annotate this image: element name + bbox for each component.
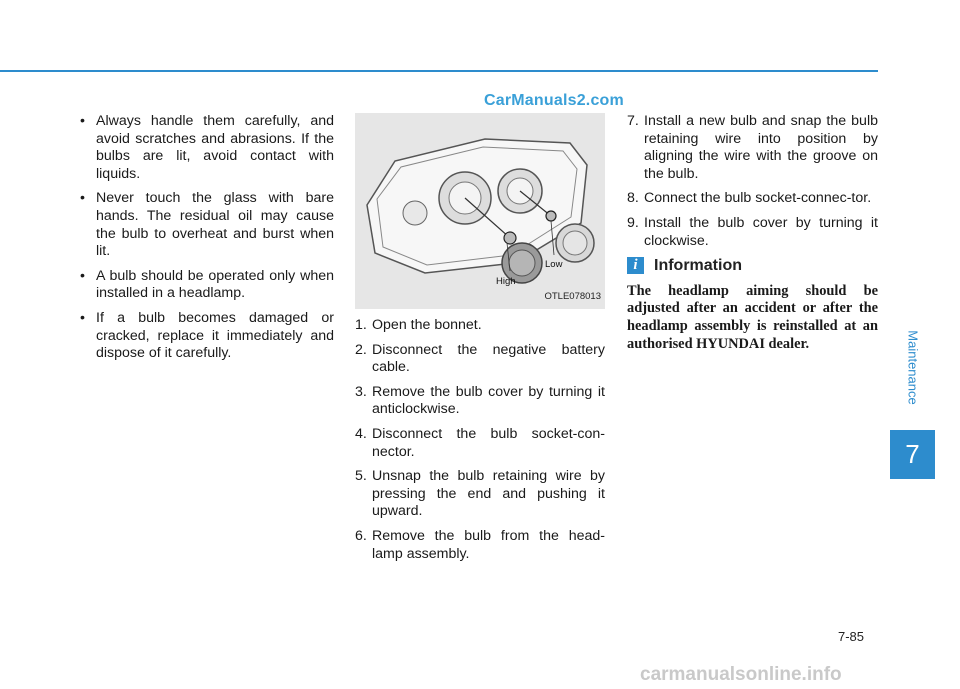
section-label: Maintenance [905, 330, 921, 405]
steps-list-a [355, 317, 605, 563]
low-beam-label: Low [545, 259, 563, 270]
info-icon: i [627, 257, 644, 274]
left-column [80, 113, 334, 370]
list-item: 9. Install the bulb cover by turning it clockwise. [627, 214, 878, 249]
list-item: 4. Disconnect the bulb socket-con-nector. [355, 425, 605, 460]
right-column [627, 113, 878, 353]
page-number: 7-85 [838, 629, 865, 644]
high-beam-label: High [496, 276, 516, 287]
list-item: 1. Open the bonnet. [355, 317, 482, 333]
list-item: 5. Unsnap the bulb retaining wire by pressing the end and pushing it upward. [355, 468, 605, 520]
list-item: 8. Connect the bulb socket-connec-tor. [627, 190, 872, 207]
middle-column [355, 113, 605, 570]
list-item: • If a bulb becomes damaged or cracked, replace it immediately and dispose of it carefully. [80, 309, 334, 362]
information-heading [627, 257, 878, 275]
watermark-top[interactable]: CarManuals2.com [484, 92, 624, 109]
chapter-tab: 7 [890, 430, 935, 479]
watermark-bottom[interactable]: carmanualsonline.info [640, 664, 842, 685]
list-item: • Never touch the glass with bare hands. The residual oil may cause the bulb to overheat and burst when lit. [80, 190, 334, 260]
header-rule [0, 70, 878, 72]
list-item: 6. Remove the bulb from the head-lamp assembly. [355, 527, 605, 562]
list-item: 2. Disconnect the negative battery cable. [355, 341, 605, 376]
list-item: 7. Install a new bulb and snap the bulb retaining wire into position by aligning the wire with the groove on the bulb. [627, 113, 878, 182]
caution-list [80, 113, 334, 363]
list-item: 3. Remove the bulb cover by turning it anticlockwise. [355, 383, 605, 418]
steps-list-b [627, 113, 878, 250]
headlamp-figure [355, 113, 605, 309]
figure-code: OTLE078013 [544, 291, 601, 303]
information-body: The headlamp aiming should be adjusted after an accident or after the headlamp assembly is reinstalled at an authorised HYUNDAI dealer. [627, 282, 878, 352]
information-title: Information [654, 257, 742, 275]
list-item: • A bulb should be operated only when installed in a headlamp. [80, 267, 334, 302]
list-item: • Always handle them carefully, and avoid scratches and abrasions. If the bulbs are lit, avoid contact with liquids. [80, 113, 334, 182]
headlamp-illustration [355, 113, 605, 309]
